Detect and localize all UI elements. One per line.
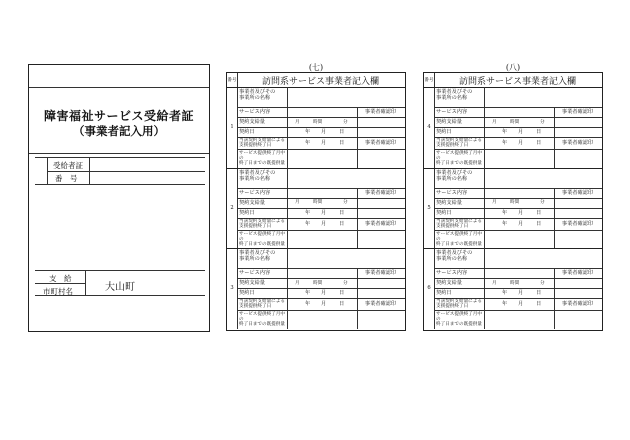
service-record-sheet bbox=[226, 72, 406, 331]
month-unit: 月 bbox=[321, 209, 327, 216]
column-divider bbox=[287, 288, 288, 298]
contract-amount-label: 契約支給量 bbox=[436, 280, 462, 286]
provider-name-label bbox=[239, 250, 289, 262]
contract-amount-label: 契約支給量 bbox=[436, 199, 462, 206]
service-content-field[interactable] bbox=[484, 107, 554, 117]
column-divider bbox=[484, 198, 485, 208]
support-end-date-label bbox=[436, 299, 486, 309]
service-record-sheet bbox=[423, 72, 603, 331]
column-divider bbox=[484, 298, 485, 310]
year-unit: 年 bbox=[502, 140, 508, 146]
row-divider bbox=[237, 149, 405, 150]
provider-name-label bbox=[239, 170, 289, 182]
end-label-line2: 支援提供終了日 bbox=[436, 143, 469, 148]
provider-confirm-stamp-label: 事業者確認印 bbox=[364, 220, 397, 227]
remaining-label-line2: 終了日までの既提供量 bbox=[239, 322, 285, 327]
month-unit: 月 bbox=[518, 140, 524, 146]
end-label-line1: 当該契約支給量による bbox=[436, 299, 482, 304]
year-unit: 年 bbox=[305, 301, 311, 307]
service-content-label: サービス内容 bbox=[436, 109, 468, 115]
month-unit: 月 bbox=[321, 301, 327, 307]
provider-name-field[interactable] bbox=[287, 248, 404, 268]
provider-label-line2: 事業所の名称 bbox=[239, 95, 271, 101]
minutes-unit: 分 bbox=[343, 280, 348, 286]
day-unit: 日 bbox=[339, 290, 345, 296]
entry-number: 1 bbox=[230, 124, 234, 131]
year-unit: 年 bbox=[502, 129, 508, 135]
entry-number: 3 bbox=[230, 285, 234, 292]
service-content-field[interactable] bbox=[287, 107, 357, 117]
support-end-date-label bbox=[436, 138, 486, 148]
month-unit: 月 bbox=[321, 140, 327, 146]
remaining-label-line1: サービス提供終了月中の bbox=[239, 151, 285, 161]
cert-number-box bbox=[35, 157, 205, 185]
row-divider bbox=[237, 230, 405, 231]
remaining-label-line2: 終了日までの既提供量 bbox=[436, 241, 482, 247]
entry-number: 5 bbox=[427, 204, 431, 211]
provider-label-line2: 事業所の名称 bbox=[436, 175, 468, 182]
minutes-unit: 分 bbox=[540, 200, 545, 205]
number-label: 番 号 bbox=[55, 174, 78, 183]
provider-name-field[interactable] bbox=[484, 87, 601, 107]
provider-confirm-stamp-label: 事業者確認印 bbox=[561, 109, 594, 115]
year-unit: 年 bbox=[305, 140, 311, 146]
day-unit: 日 bbox=[536, 140, 542, 146]
hours-unit: 時間 bbox=[313, 119, 323, 125]
entry-number: 2 bbox=[230, 204, 234, 211]
column-divider bbox=[484, 288, 485, 298]
cover-divider bbox=[29, 153, 209, 154]
row-divider bbox=[237, 310, 405, 311]
column-divider bbox=[287, 218, 288, 230]
seq-header: 番号 bbox=[424, 77, 434, 83]
month-unit: 月 bbox=[492, 119, 497, 125]
year-unit: 年 bbox=[305, 129, 311, 135]
entry-number: 4 bbox=[427, 124, 431, 131]
cert-number-label: 受給者証 bbox=[53, 161, 83, 170]
remaining-label-line2: 終了日までの既提供量 bbox=[436, 161, 482, 166]
provider-label-line1: 事業者及びその bbox=[436, 250, 473, 256]
provided-amount-label bbox=[436, 232, 486, 247]
column-divider bbox=[484, 127, 485, 137]
service-content-field[interactable] bbox=[287, 188, 357, 198]
municipality-box bbox=[35, 270, 205, 296]
support-end-date-label bbox=[239, 138, 289, 148]
day-unit: 日 bbox=[339, 301, 345, 307]
year-unit: 年 bbox=[305, 209, 311, 216]
provider-label-line1: 事業者及びその bbox=[436, 89, 473, 95]
provider-name-label bbox=[436, 250, 486, 262]
minutes-unit: 分 bbox=[540, 119, 545, 125]
provider-confirm-stamp-label: 事業者確認印 bbox=[364, 301, 397, 307]
service-content-field[interactable] bbox=[484, 188, 554, 198]
minutes-unit: 分 bbox=[343, 200, 348, 205]
day-unit: 日 bbox=[536, 209, 542, 216]
provider-label-line1: 事業者及びその bbox=[239, 169, 276, 176]
column-divider bbox=[287, 298, 288, 310]
provider-confirm-stamp-label: 事業者確認印 bbox=[561, 189, 594, 196]
month-unit: 月 bbox=[518, 220, 524, 227]
provider-name-field[interactable] bbox=[484, 248, 601, 268]
remaining-label-line1: サービス提供終了月中の bbox=[239, 312, 285, 322]
month-unit: 月 bbox=[321, 129, 327, 135]
provider-name-label bbox=[436, 89, 486, 101]
provider-name-field[interactable] bbox=[287, 168, 404, 188]
remaining-label-line2: 終了日までの既提供量 bbox=[436, 322, 482, 327]
cover-subtitle: （事業者記入用） bbox=[73, 124, 165, 138]
provider-label-line2: 事業所の名称 bbox=[239, 175, 271, 182]
column-divider bbox=[484, 137, 485, 149]
end-label-line1: 当該契約支給量による bbox=[239, 299, 285, 304]
end-label-line2: 支援提供終了日 bbox=[436, 304, 469, 309]
contract-date-label: 契約日 bbox=[239, 209, 255, 216]
column-divider bbox=[484, 230, 485, 249]
month-unit: 月 bbox=[295, 280, 300, 286]
column-divider bbox=[484, 218, 485, 230]
day-unit: 日 bbox=[536, 290, 542, 296]
contract-date-label: 契約日 bbox=[436, 209, 452, 216]
sheet-heading: 訪問系サービス事業者記入欄 bbox=[261, 76, 379, 87]
remaining-label-line1: サービス提供終了月中の bbox=[239, 231, 285, 242]
month-unit: 月 bbox=[492, 200, 497, 205]
sheet-heading: 訪問系サービス事業者記入欄 bbox=[458, 76, 576, 87]
month-unit: 月 bbox=[518, 290, 524, 296]
provider-confirm-stamp-label: 事業者確認印 bbox=[364, 189, 397, 196]
year-unit: 年 bbox=[502, 301, 508, 307]
end-label-line2: 支援提供終了日 bbox=[239, 143, 272, 148]
provider-confirm-stamp-label: 事業者確認印 bbox=[561, 270, 594, 276]
contract-date-label: 契約日 bbox=[239, 290, 255, 296]
service-content-label: サービス内容 bbox=[436, 189, 468, 196]
provider-confirm-stamp-label: 事業者確認印 bbox=[364, 109, 397, 115]
day-unit: 日 bbox=[339, 140, 345, 146]
contract-amount-label: 契約支給量 bbox=[239, 280, 265, 286]
end-label-line2: 支援提供終了日 bbox=[436, 223, 469, 229]
month-unit: 月 bbox=[518, 301, 524, 307]
contract-amount-label: 契約支給量 bbox=[239, 119, 265, 125]
day-unit: 日 bbox=[339, 220, 345, 227]
remaining-label-line2: 終了日までの既提供量 bbox=[239, 161, 285, 166]
column-divider bbox=[484, 149, 485, 168]
row-divider bbox=[434, 149, 602, 150]
cover-divider bbox=[29, 87, 209, 88]
provider-name-label bbox=[436, 170, 486, 182]
day-unit: 日 bbox=[339, 129, 345, 135]
service-content-field[interactable] bbox=[287, 268, 357, 278]
column-divider bbox=[287, 198, 288, 208]
remaining-label-line1: サービス提供終了月中の bbox=[436, 151, 482, 161]
service-content-label: サービス内容 bbox=[436, 270, 468, 276]
provider-label-line2: 事業所の名称 bbox=[436, 95, 468, 101]
minutes-unit: 分 bbox=[343, 119, 348, 125]
cover-title: 障害福祉サービス受給者証 bbox=[43, 109, 194, 123]
year-unit: 年 bbox=[502, 290, 508, 296]
day-unit: 日 bbox=[536, 301, 542, 307]
row-divider bbox=[434, 230, 602, 231]
month-unit: 月 bbox=[492, 280, 497, 286]
month-unit: 月 bbox=[518, 209, 524, 216]
provider-label-line2: 事業所の名称 bbox=[436, 256, 468, 262]
day-unit: 日 bbox=[536, 129, 542, 135]
day-unit: 日 bbox=[536, 220, 542, 227]
service-content-field[interactable] bbox=[484, 268, 554, 278]
column-divider bbox=[287, 278, 288, 288]
provider-name-field[interactable] bbox=[484, 168, 601, 188]
column-divider bbox=[237, 73, 238, 329]
hours-unit: 時間 bbox=[510, 119, 520, 125]
municipality-name: 大山町 bbox=[105, 282, 135, 293]
end-label-line1: 当該契約支給量による bbox=[239, 218, 285, 224]
column-divider bbox=[287, 117, 288, 127]
hours-unit: 時間 bbox=[510, 200, 520, 205]
year-unit: 年 bbox=[502, 209, 508, 216]
support-end-date-label bbox=[239, 299, 289, 309]
contract-amount-label: 契約支給量 bbox=[436, 119, 462, 125]
provider-name-field[interactable] bbox=[287, 87, 404, 107]
service-content-label: サービス内容 bbox=[239, 109, 271, 115]
remaining-label-line1: サービス提供終了月中の bbox=[436, 312, 482, 322]
year-unit: 年 bbox=[305, 290, 311, 296]
end-label-line1: 当該契約支給量による bbox=[436, 138, 482, 143]
provided-amount-label bbox=[239, 151, 289, 166]
provided-amount-label bbox=[239, 232, 289, 247]
payer-label: 支 給 bbox=[49, 274, 72, 283]
column-divider bbox=[484, 208, 485, 218]
column-divider bbox=[287, 149, 288, 168]
minutes-unit: 分 bbox=[540, 280, 545, 286]
provider-confirm-stamp-label: 事業者確認印 bbox=[364, 270, 397, 276]
end-label-line2: 支援提供終了日 bbox=[239, 304, 272, 309]
column-divider bbox=[484, 310, 485, 329]
contract-date-label: 契約日 bbox=[239, 129, 255, 135]
month-unit: 月 bbox=[295, 200, 300, 205]
hours-unit: 時間 bbox=[313, 280, 323, 286]
support-end-date-label bbox=[239, 219, 289, 229]
provided-amount-label bbox=[239, 312, 289, 327]
month-unit: 月 bbox=[518, 129, 524, 135]
support-end-date-label bbox=[436, 219, 486, 229]
provider-label-line2: 事業所の名称 bbox=[239, 256, 271, 262]
provider-name-label bbox=[239, 89, 289, 101]
sheet-number: (八) bbox=[505, 63, 521, 72]
provider-confirm-stamp-label: 事業者確認印 bbox=[561, 220, 594, 227]
service-content-label: サービス内容 bbox=[239, 270, 271, 276]
provided-amount-label bbox=[436, 312, 486, 327]
hours-unit: 時間 bbox=[510, 280, 520, 286]
contract-amount-label: 契約支給量 bbox=[239, 199, 265, 206]
column-divider bbox=[484, 278, 485, 288]
column-divider bbox=[287, 208, 288, 218]
year-unit: 年 bbox=[502, 220, 508, 227]
month-unit: 月 bbox=[321, 220, 327, 227]
month-unit: 月 bbox=[321, 290, 327, 296]
month-unit: 月 bbox=[295, 119, 300, 125]
end-label-line2: 支援提供終了日 bbox=[239, 223, 272, 229]
end-label-line1: 当該契約支給量による bbox=[436, 218, 482, 224]
column-divider bbox=[287, 137, 288, 149]
provider-label-line1: 事業者及びその bbox=[239, 250, 276, 256]
remaining-label-line1: サービス提供終了月中の bbox=[436, 231, 482, 242]
provider-label-line1: 事業者及びその bbox=[239, 89, 276, 95]
contract-date-label: 契約日 bbox=[436, 290, 452, 296]
service-content-label: サービス内容 bbox=[239, 189, 271, 196]
sheet-number: (七) bbox=[308, 63, 324, 72]
column-divider bbox=[434, 73, 435, 329]
column-divider bbox=[484, 117, 485, 127]
entry-number: 6 bbox=[427, 285, 431, 292]
remaining-label-line2: 終了日までの既提供量 bbox=[239, 241, 285, 247]
municipality-label: 市町村名 bbox=[43, 287, 73, 296]
row-divider bbox=[434, 310, 602, 311]
provider-confirm-stamp-label: 事業者確認印 bbox=[561, 301, 594, 307]
provider-confirm-stamp-label: 事業者確認印 bbox=[364, 140, 397, 146]
certificate-cover bbox=[28, 64, 210, 332]
column-divider bbox=[287, 127, 288, 137]
hours-unit: 時間 bbox=[313, 200, 323, 205]
provider-confirm-stamp-label: 事業者確認印 bbox=[561, 140, 594, 146]
end-label-line1: 当該契約支給量による bbox=[239, 138, 285, 143]
day-unit: 日 bbox=[339, 209, 345, 216]
seq-header: 番号 bbox=[227, 77, 237, 83]
provided-amount-label bbox=[436, 151, 486, 166]
column-divider bbox=[287, 310, 288, 329]
year-unit: 年 bbox=[305, 220, 311, 227]
provider-label-line1: 事業者及びその bbox=[436, 169, 473, 176]
column-divider bbox=[287, 230, 288, 249]
contract-date-label: 契約日 bbox=[436, 129, 452, 135]
